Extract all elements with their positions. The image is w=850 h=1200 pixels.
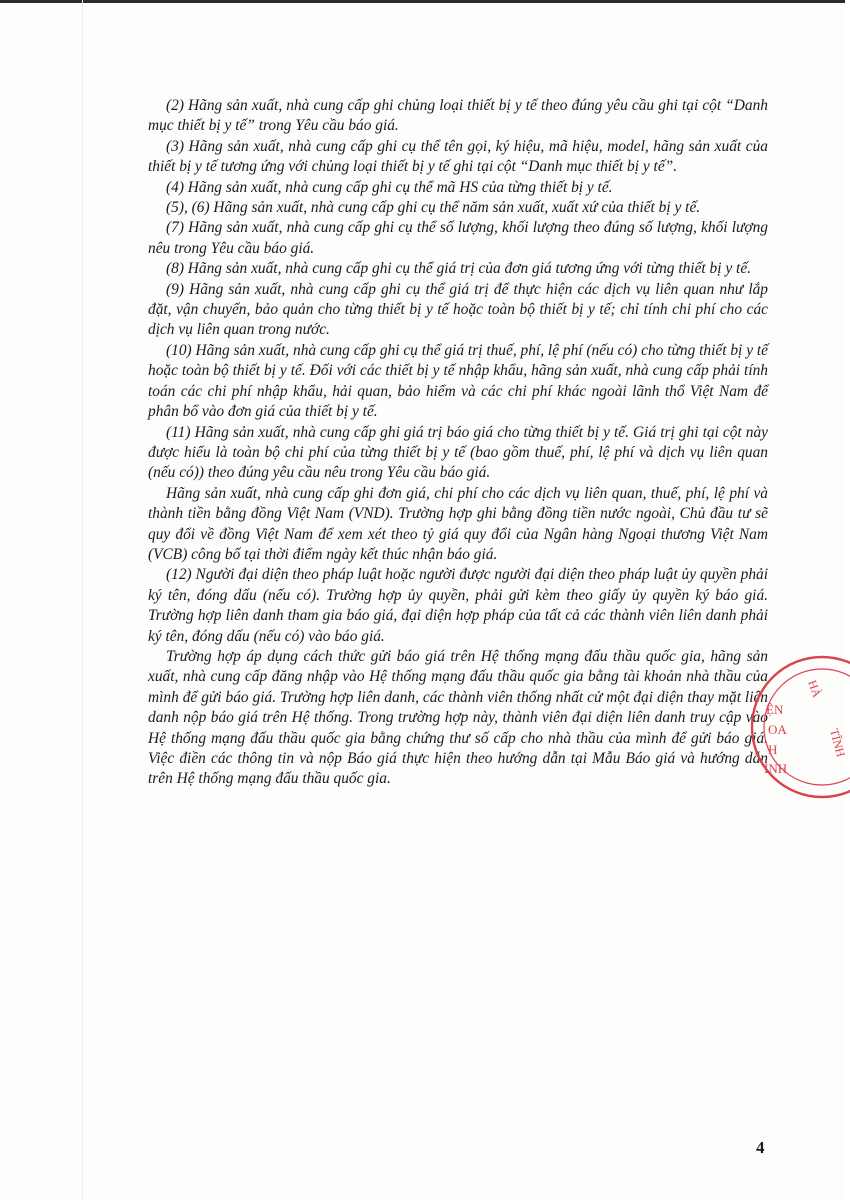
paragraph-note-7: (7) Hãng sản xuất, nhà cung cấp ghi cụ thể số lượng, khối lượng theo đúng số lượng, khối lượng nêu trong Yêu cầu báo giá. [148, 219, 768, 257]
paragraph-note-8: (8) Hãng sản xuất, nhà cung cấp ghi cụ thể giá trị của đơn giá tương ứng với từng thiết bị y tế. [166, 260, 751, 278]
red-seal-stamp [760, 652, 850, 802]
page-number: 4 [756, 1138, 765, 1157]
svg-text:H: H [768, 742, 778, 757]
paragraph-note-9: (9) Hãng sản xuất, nhà cung cấp ghi cụ thể giá trị để thực hiện các dịch vụ liên quan như lắp đặt, vận chuyển, bảo quản cho từng thiết bị y tế hoặc toàn bộ thiết bị y tế; chỉ tính chi phí cho các dịch vụ liên quan trong nước. [148, 280, 768, 339]
paragraph-note-5-6: (5), (6) Hãng sản xuất, nhà cung cấp ghi cụ thể năm sản xuất, xuất xứ của thiết bị y tế. [166, 199, 701, 217]
svg-text:HÀ: HÀ [805, 678, 825, 700]
paragraph-note-3: (3) Hãng sản xuất, nhà cung cấp ghi cụ thể tên gọi, ký hiệu, mã hiệu, model, hãng sản xuất của thiết bị y tế tương ứng với chủng loại thiết bị y tế ghi tại cột “Danh mục thiết bị y tế”. [148, 137, 768, 176]
paragraph-note-11: (11) Hãng sản xuất, nhà cung cấp ghi giá trị báo giá cho từng thiết bị y tế. Giá trị ghi tại cột này được hiểu là toàn bộ chi phí của từng thiết bị y tế (bao gồm thuế, phí, lệ phí và dịch vụ liên quan (nếu có)) theo đúng yêu cầu nêu trong Yêu cầu báo giá. [148, 423, 768, 482]
paragraph-note-4: (4) Hãng sản xuất, nhà cung cấp ghi cụ thể mã HS của từng thiết bị y tế. [166, 178, 613, 196]
scan-top-edge [0, 0, 845, 3]
svg-text:TĨNH: TĨNH [827, 727, 849, 759]
svg-text:ÌNH: ÌNH [764, 761, 788, 776]
scan-fold-line [82, 0, 83, 1200]
paragraph-note-2: (2) Hãng sản xuất, nhà cung cấp ghi chủng loại thiết bị y tế theo đúng yêu cầu ghi tại cột “Danh mục thiết bị y tế” trong Yêu cầu báo giá. [148, 97, 768, 135]
svg-text:ỆN: ỆN [766, 702, 784, 717]
svg-text:OA: OA [768, 722, 787, 737]
paragraph-note-12: (12) Người đại diện theo pháp luật hoặc người được người đại diện theo pháp luật ủy quyền phải ký tên, đóng dấu (nếu có). Trường hợp ủy quyền, phải gửi kèm theo giấy ủy quyền ký báo giá. Trường hợp liên danh tham gia báo giá, đại diện hợp pháp của tất cả các thành viên liên danh phải ký tên, đóng dấu (nếu có) vào báo giá. [148, 566, 768, 645]
paragraph-note-10: (10) Hãng sản xuất, nhà cung cấp ghi cụ thể giá trị thuế, phí, lệ phí (nếu có) cho từng thiết bị y tế hoặc toàn bộ thiết bị y tế. Đối với các thiết bị y tế nhập khẩu, hãng sản xuất, nhà cung cấp phải tính toán các chi phí nhập khẩu, hải quan, bảo hiểm và các chi phí khác ngoài lãnh thổ Việt Nam để phân bổ vào đơn giá của thiết bị y tế. [148, 341, 768, 421]
paragraph-e-procurement: Trường hợp áp dụng cách thức gửi báo giá trên Hệ thống mạng đấu thầu quốc gia, hãng sản xuất, nhà cung cấp đăng nhập vào Hệ thống mạng đấu thầu quốc gia bằng tài khoản nhà thầu của mình để gửi báo giá. Trường hợp liên danh, các thành viên thống nhất cử một đại diện thay mặt liên danh nộp báo giá trên Hệ thống. Trong trường hợp này, thành viên đại diện liên danh truy cập vào Hệ thống mạng đấu thầu quốc gia bằng chứng thư số cấp cho nhà thầu của mình để gửi báo giá. Việc điền các thông tin và nộp Báo giá thực hiện theo hướng dẫn tại Mẫu Báo giá và hướng dẫn trên Hệ thống mạng đấu thầu quốc gia. [148, 647, 768, 788]
paragraph-currency: Hãng sản xuất, nhà cung cấp ghi đơn giá, chi phí cho các dịch vụ liên quan, thuế, phí, lệ phí và thành tiền bằng đồng Việt Nam (VND). Trường hợp ghi bằng đồng tiền nước ngoài, Chủ đầu tư sẽ quy đổi về đồng Việt Nam để xem xét theo tỷ giá quy đổi của Ngân hàng Ngoại thương Việt Nam (VCB) công bố tại thời điểm ngày kết thúc nhận báo giá. [148, 484, 768, 563]
body-text [148, 96, 768, 790]
